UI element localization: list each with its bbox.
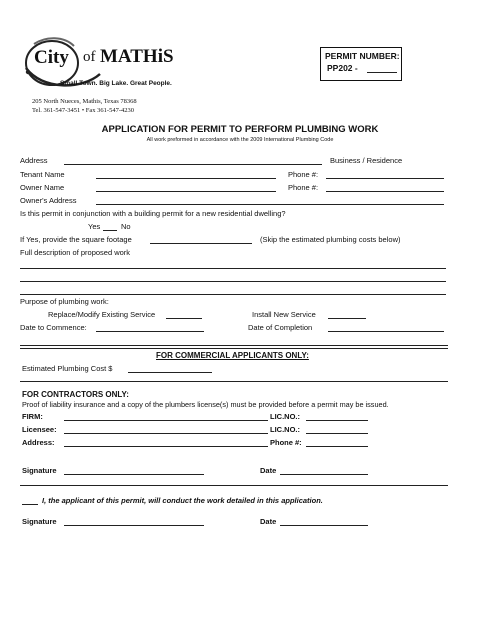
applicant-initial-field[interactable] [22, 504, 38, 505]
tenant-name-field[interactable] [96, 178, 276, 179]
contractors-heading: FOR CONTRACTORS ONLY: [22, 390, 129, 399]
no-label: No [121, 222, 131, 231]
city-address: 205 North Nueces, Mathis, Texas 78368 [32, 98, 137, 105]
contractor-date-label: Date [260, 466, 277, 475]
applicant-date-label: Date [260, 517, 277, 526]
permit-number-label: PERMIT NUMBER: [325, 51, 400, 61]
purpose-label: Purpose of plumbing work: [20, 297, 109, 306]
section-divider-commercial-2 [20, 348, 448, 349]
logo-name: MATHiS [100, 46, 174, 67]
yes-label: Yes [88, 222, 101, 231]
date-completion-label: Date of Completion [248, 323, 313, 332]
tenant-phone-label: Phone #: [288, 170, 319, 179]
section-divider-contractors [20, 381, 448, 382]
tenant-name-label: Tenant Name [20, 170, 65, 179]
owners-address-label: Owner's Address [20, 196, 77, 205]
cost-field[interactable] [128, 372, 212, 373]
skip-note: (Skip the estimated plumbing costs below) [260, 235, 401, 244]
description-line-3[interactable] [20, 294, 446, 295]
firm-label: FIRM: [22, 412, 43, 421]
contractor-signature-label: Signature [22, 466, 57, 475]
description-label: Full description of proposed work [20, 248, 131, 257]
address-field[interactable] [64, 164, 322, 165]
applicant-signature-label: Signature [22, 517, 57, 526]
contractor-address-label: Address: [22, 438, 55, 447]
section-divider-commercial [20, 345, 448, 346]
proof-note: Proof of liability insurance and a copy of the plumbers license(s) must be provided before a permit may be issued. [22, 400, 389, 409]
sqft-label: If Yes, provide the square footage [20, 235, 132, 244]
logo-city: City [34, 47, 69, 68]
date-completion-field[interactable] [328, 331, 444, 332]
applicant-date-field[interactable] [280, 525, 368, 526]
applicant-signature-field[interactable] [64, 525, 204, 526]
contractor-date-field[interactable] [280, 474, 368, 475]
contractor-phone-field[interactable] [306, 446, 368, 447]
city-logo [12, 34, 192, 94]
form-subtitle: All work preformed in accordance with the 2009 International Plumbing Code [146, 137, 334, 143]
yes-field[interactable] [103, 230, 117, 231]
section-divider-applicant [20, 485, 448, 486]
owner-name-label: Owner Name [20, 183, 65, 192]
lic2-label: LIC.NO.: [270, 425, 300, 434]
commercial-heading: FOR COMMERCIAL APPLICANTS ONLY: [156, 351, 309, 360]
licensee-field[interactable] [64, 433, 268, 434]
firm-field[interactable] [64, 420, 268, 421]
contractor-phone-label: Phone #: [270, 438, 302, 447]
owner-phone-label: Phone #: [288, 183, 319, 192]
lic2-field[interactable] [306, 433, 368, 434]
description-line-1[interactable] [20, 268, 446, 269]
tenant-phone-field[interactable] [326, 178, 444, 179]
contractor-address-field[interactable] [64, 446, 268, 447]
owner-name-field[interactable] [96, 191, 276, 192]
replace-field[interactable] [166, 318, 202, 319]
date-commence-field[interactable] [96, 331, 204, 332]
city-phone-fax: Tel. 361-547-3451 • Fax 361-547-4230 [32, 107, 135, 114]
owner-phone-field[interactable] [326, 191, 444, 192]
permit-number-box [320, 47, 402, 81]
install-label: Install New Service [252, 310, 316, 319]
form-title: APPLICATION FOR PERMIT TO PERFORM PLUMBING WORK [101, 124, 379, 135]
conjunction-question: Is this permit in conjunction with a building permit for a new residential dwelling? [20, 209, 286, 218]
address-label: Address [20, 156, 48, 165]
lic1-field[interactable] [306, 420, 368, 421]
install-field[interactable] [328, 318, 366, 319]
cost-label: Estimated Plumbing Cost $ [22, 364, 113, 373]
applicant-statement: I, the applicant of this permit, will conduct the work detailed in this application. [42, 496, 323, 505]
logo-tagline: Small Town. Big Lake. Great People. [60, 80, 172, 87]
lic1-label: LIC.NO.: [270, 412, 300, 421]
date-commence-label: Date to Commence: [20, 323, 87, 332]
contractor-signature-field[interactable] [64, 474, 204, 475]
replace-label: Replace/Modify Existing Service [48, 310, 156, 319]
business-residence-label[interactable]: Business / Residence [330, 156, 403, 165]
logo-of: of [83, 49, 96, 65]
licensee-label: Licensee: [22, 425, 57, 434]
description-line-2[interactable] [20, 281, 446, 282]
permit-number-field[interactable] [367, 72, 397, 73]
permit-number-prefix: PP202 - [327, 63, 358, 73]
sqft-field[interactable] [150, 243, 252, 244]
owners-address-field[interactable] [96, 204, 444, 205]
